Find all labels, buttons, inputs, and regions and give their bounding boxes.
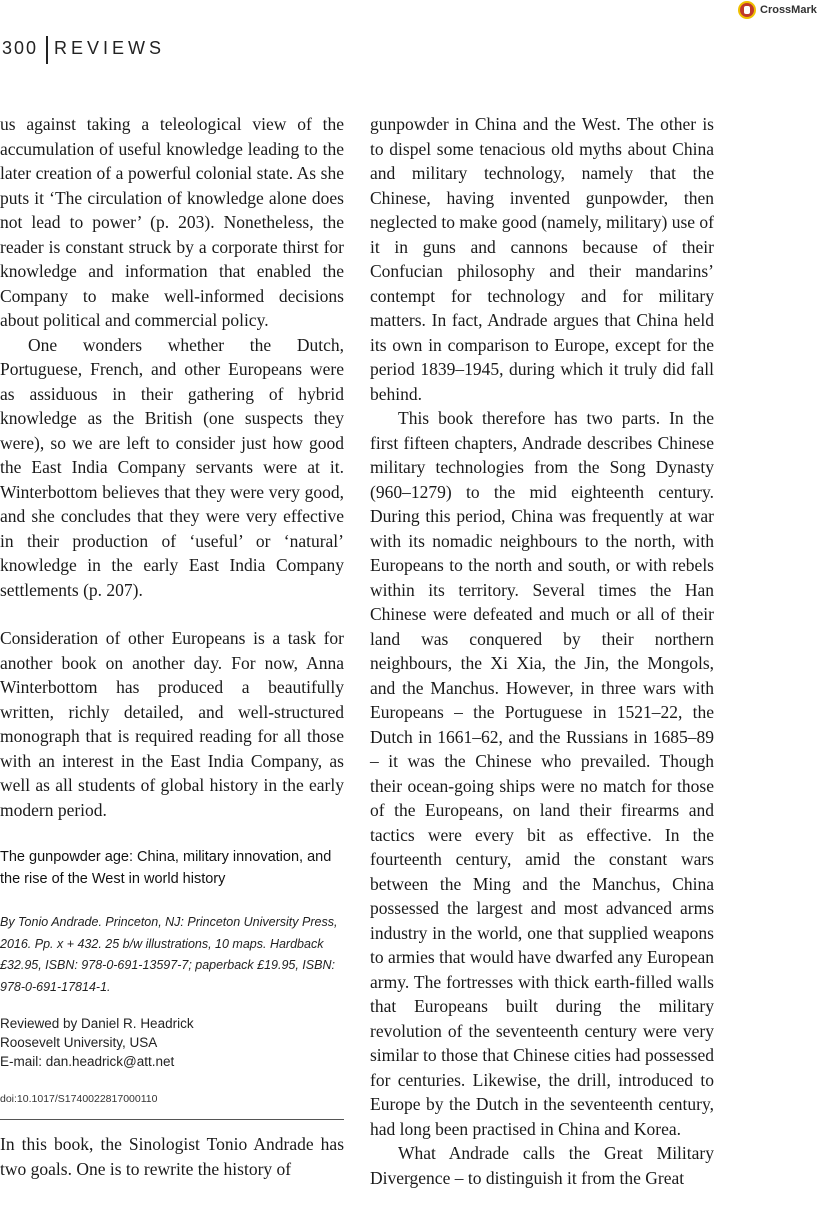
paragraph: us against taking a teleological view of the accumulation of useful knowledge leading to the later creation of a powerful colonial state. As she puts it ‘The circulation of knowledge alone does not lead to power’ (p. 203). Nonetheless, the reader is constant struck by a corporate thirst for knowledge and information that enabled the Company to make well-informed decisions about political and commercial policy. (0, 114, 344, 330)
paragraph: gunpowder in China and the West. The other is to dispel some tenacious old myths about China and military technology, namely that the Chinese, having invented gunpowder, then neglected to make good (namely, military) use of it in guns and cannons because of their Confucian philosophy and their mandarins’ contempt for technology and for military matters. In fact, Andrade argues that China held its own in comparison to Europe, except for the period 1839–1945, during which it truly did fall behind. (370, 114, 714, 404)
reviewer-name: Reviewed by Daniel R. Headrick (0, 1016, 194, 1031)
review-title: The gunpowder age: China, military innovation, and the rise of the West in world history (0, 849, 332, 887)
section-title: REVIEWS (54, 38, 166, 58)
book-details: By Tonio Andrade. Princeton, NJ: Princeton University Press, 2016. Pp. x + 432. 25 b/w illustrations, 10 maps. Hardback £32.95, ISBN: 978-0-691-13597-7; paperback £19.95, ISBN: 978-0-691-17814-1. (0, 915, 338, 994)
doi-link[interactable]: doi:10.1017/S1740022817000110 (0, 1093, 158, 1105)
right-column (370, 112, 714, 1190)
reviewer-info (0, 1014, 344, 1071)
paragraph: In this book, the Sinologist Tonio Andrade has two goals. One is to rewrite the history of (0, 1134, 344, 1179)
paragraph: What Andrade calls the Great Military Divergence – to distinguish it from the Great (370, 1143, 714, 1188)
crossmark-icon (738, 1, 756, 19)
paragraph: This book therefore has two parts. In the first fifteen chapters, Andrade describes Chinese military technologies from the Song Dynasty (960–1279) to the mid eighteenth century. During this period, China was frequently at war with its nomadic neighbours to the north, with Europeans to the north and south, or with rebels within its territory. Several times the Han Chinese were defeated and much or all of their land was conquered by their northern neighbours, the Xi Xia, the Jin, the Mongols, and the Manchus. However, in three wars with Europeans – the Portuguese in 1521–22, the Dutch in 1661–62, and the Russians in 1685–89 – it was the Chinese who prevailed. Though their ocean-going ships were no match for those of the Europeans, on land their firearms and tactics were every bit as effective. In the fourteenth century, amid the constant wars between the Ming and the Manchus, China possessed the largest and most advanced arms industry in the world, one that supplied weapons to armies that would have dwarfed any European army. The fortresses with thick earth-filled walls that Europeans built during the military revolution of the seventeenth century were very similar to those that Chinese cities had possessed for centuries. Likewise, the drill, introduced to Europe by the Dutch in the seventeenth century, had long been practised in China and Korea. (370, 408, 714, 1139)
header-divider (46, 36, 48, 64)
running-header (0, 30, 800, 68)
reviewer-affiliation: Roosevelt University, USA (0, 1035, 158, 1050)
reviewer-email[interactable]: E-mail: dan.headrick@att.net (0, 1054, 175, 1069)
divider (0, 1119, 344, 1120)
crossmark-badge[interactable] (736, 0, 817, 22)
crossmark-label: CrossMark (760, 4, 817, 16)
left-column (0, 112, 344, 1181)
paragraph: One wonders whether the Dutch, Portuguese, French, and other Europeans were as assiduous in their gathering of hybrid knowledge as the British (one suspects they were), so we are left to consider just how good the East India Company servants were at it. Winterbottom believes that they were very good, and she concludes that they were very effective in their production of ‘useful’ or ‘natural’ knowledge in the early East India Company settlements (p. 207). (0, 334, 344, 600)
page-number: 300 (2, 38, 39, 58)
paragraph: Consideration of other Europeans is a task for another book on another day. For now, Anna Winterbottom has produced a beautifully written, richly detailed, and well-structured monograph that is required reading for all those with an interest in the East India Company, as well as all students of global history in the early modern period. (0, 628, 344, 820)
